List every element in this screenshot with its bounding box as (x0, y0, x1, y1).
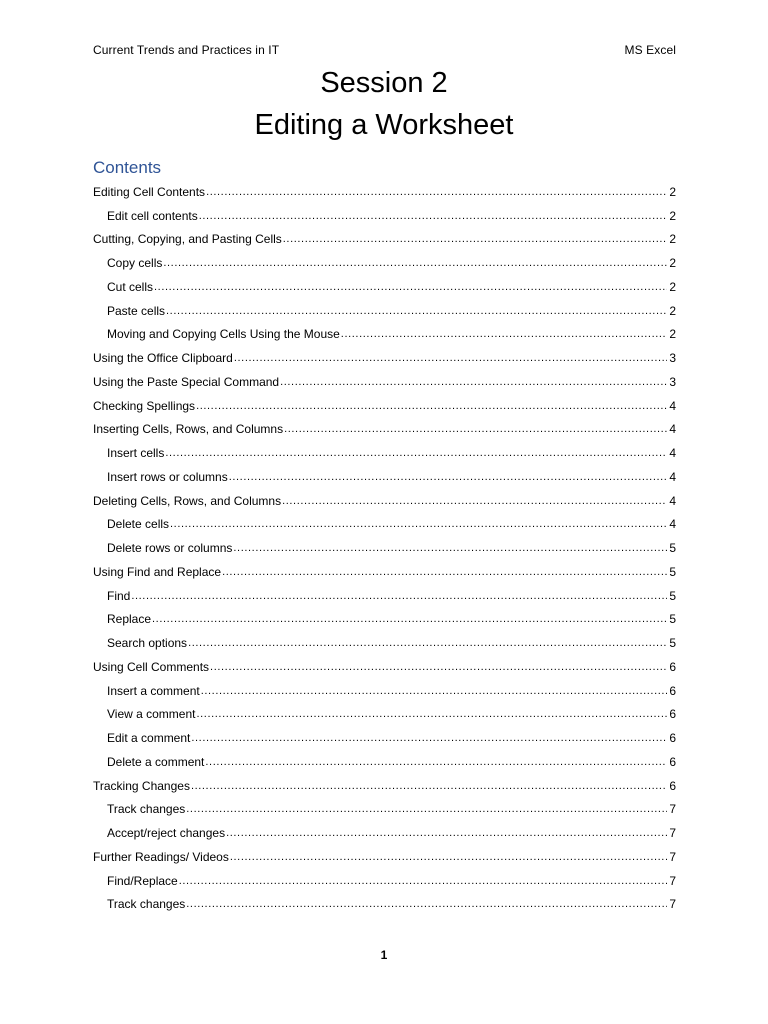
toc-entry-label: Accept/reject changes (107, 826, 226, 841)
toc-dot-leader (229, 470, 667, 484)
toc-subentry[interactable] (93, 465, 676, 489)
toc-dot-leader (282, 494, 667, 508)
toc-entry-label: Tracking Changes (93, 778, 190, 793)
toc-dot-leader (179, 874, 667, 888)
toc-entry-page: 6 (669, 778, 676, 793)
header-subject: MS Excel (624, 43, 676, 57)
toc-dot-leader (191, 731, 667, 745)
toc-entry-page: 6 (669, 659, 676, 674)
toc-entry[interactable] (93, 560, 676, 584)
toc-dot-leader (230, 850, 667, 864)
toc-entry-label: Track changes (107, 802, 186, 817)
toc-entry[interactable] (93, 774, 676, 798)
toc-entry-page: 2 (669, 327, 676, 342)
toc-subentry[interactable] (93, 679, 676, 703)
page-number: 1 (380, 948, 388, 962)
toc-dot-leader (222, 565, 667, 579)
toc-entry-page: 4 (669, 493, 676, 508)
toc-dot-leader (284, 422, 667, 436)
toc-subentry[interactable] (93, 750, 676, 774)
toc-entry-label: Paste cells (107, 303, 166, 318)
toc-dot-leader (196, 707, 667, 721)
toc-subentry[interactable] (93, 536, 676, 560)
toc-subentry[interactable] (93, 703, 676, 727)
toc-entry[interactable] (93, 370, 676, 394)
toc-dot-leader (341, 327, 667, 341)
toc-entry-label: Cut cells (107, 279, 154, 294)
toc-subentry[interactable] (93, 323, 676, 347)
toc-entry-label: Delete cells (107, 517, 170, 532)
toc-entry[interactable] (93, 228, 676, 252)
toc-entry[interactable] (93, 346, 676, 370)
toc-dot-leader (188, 636, 667, 650)
toc-entry[interactable] (93, 655, 676, 679)
toc-entry-label: Track changes (107, 897, 186, 912)
toc-entry-label: Edit cell contents (107, 208, 198, 223)
toc-entry[interactable] (93, 845, 676, 869)
toc-subentry[interactable] (93, 441, 676, 465)
table-of-contents (93, 180, 676, 916)
header-course-title: Current Trends and Practices in IT (93, 43, 280, 57)
toc-entry-label: Insert cells (107, 446, 165, 461)
toc-entry-label: Using the Paste Special Command (93, 374, 280, 389)
toc-entry-page: 7 (669, 849, 676, 864)
toc-dot-leader (233, 541, 667, 555)
toc-entry-label: View a comment (107, 707, 196, 722)
toc-entry-label: Cutting, Copying, and Pasting Cells (93, 232, 282, 247)
toc-entry-page: 7 (669, 802, 676, 817)
contents-heading: Contents (93, 158, 162, 177)
toc-entry-label: Insert a comment (107, 683, 200, 698)
toc-entry[interactable] (93, 180, 676, 204)
title-topic: Editing a Worksheet (254, 109, 514, 141)
toc-entry-label: Search options (107, 636, 188, 651)
toc-entry-page: 7 (669, 873, 676, 888)
toc-entry-label: Find (107, 588, 131, 603)
toc-entry-page: 2 (669, 208, 676, 223)
toc-subentry[interactable] (93, 584, 676, 608)
toc-entry-page: 3 (669, 374, 676, 389)
toc-entry-page: 6 (669, 707, 676, 722)
toc-entry-page: 5 (669, 588, 676, 603)
toc-entry-label: Editing Cell Contents (93, 184, 206, 199)
toc-entry-label: Edit a comment (107, 731, 191, 746)
toc-dot-leader (283, 232, 667, 246)
toc-entry-label: Insert rows or columns (107, 469, 228, 484)
toc-dot-leader (210, 660, 667, 674)
toc-entry-label: Using Cell Comments (93, 659, 210, 674)
document-title (0, 62, 768, 146)
toc-entry-page: 4 (669, 446, 676, 461)
toc-dot-leader (280, 375, 667, 389)
toc-dot-leader (199, 209, 667, 223)
toc-dot-leader (205, 755, 667, 769)
toc-subentry[interactable] (93, 631, 676, 655)
toc-entry-page: 2 (669, 232, 676, 247)
toc-subentry[interactable] (93, 726, 676, 750)
toc-dot-leader (191, 779, 667, 793)
toc-entry-page: 6 (669, 683, 676, 698)
toc-entry-label: Checking Spellings (93, 398, 196, 413)
toc-dot-leader (206, 185, 667, 199)
toc-entry[interactable] (93, 394, 676, 418)
toc-subentry[interactable] (93, 798, 676, 822)
toc-entry-page: 2 (669, 184, 676, 199)
toc-entry-label: Delete rows or columns (107, 541, 233, 556)
toc-dot-leader (131, 589, 667, 603)
toc-subentry[interactable] (93, 251, 676, 275)
toc-entry-page: 4 (669, 398, 676, 413)
toc-entry[interactable] (93, 489, 676, 513)
toc-dot-leader (186, 897, 667, 911)
toc-entry-page: 6 (669, 731, 676, 746)
toc-entry-page: 4 (669, 517, 676, 532)
toc-entry-label: Using Find and Replace (93, 564, 222, 579)
toc-subentry[interactable] (93, 204, 676, 228)
toc-subentry[interactable] (93, 821, 676, 845)
toc-dot-leader (196, 399, 667, 413)
toc-dot-leader (170, 517, 667, 531)
toc-entry-label: Delete a comment (107, 754, 205, 769)
toc-entry-page: 4 (669, 469, 676, 484)
toc-dot-leader (154, 280, 667, 294)
toc-entry-page: 2 (669, 256, 676, 271)
toc-entry-label: Replace (107, 612, 152, 627)
toc-entry-page: 4 (669, 422, 676, 437)
toc-dot-leader (166, 304, 667, 318)
toc-entry-label: Moving and Copying Cells Using the Mouse (107, 327, 340, 342)
toc-dot-leader (152, 612, 667, 626)
toc-subentry[interactable] (93, 608, 676, 632)
toc-dot-leader (201, 684, 667, 698)
toc-entry-label: Using the Office Clipboard (93, 351, 233, 366)
toc-subentry[interactable] (93, 513, 676, 537)
toc-dot-leader (163, 256, 667, 270)
toc-entry-label: Copy cells (107, 256, 163, 271)
toc-entry-page: 2 (669, 303, 676, 318)
toc-entry[interactable] (93, 418, 676, 442)
toc-dot-leader (186, 802, 667, 816)
title-session: Session 2 (320, 67, 448, 99)
toc-subentry[interactable] (93, 893, 676, 917)
toc-subentry[interactable] (93, 275, 676, 299)
toc-subentry[interactable] (93, 299, 676, 323)
toc-entry-label: Further Readings/ Videos (93, 849, 229, 864)
toc-entry-page: 2 (669, 279, 676, 294)
toc-entry-page: 7 (669, 897, 676, 912)
toc-entry-page: 5 (669, 612, 676, 627)
toc-dot-leader (234, 351, 667, 365)
toc-entry-label: Find/Replace (107, 873, 178, 888)
toc-entry-page: 3 (669, 351, 676, 366)
toc-entry-page: 7 (669, 826, 676, 841)
toc-entry-page: 5 (669, 564, 676, 579)
toc-entry-page: 5 (669, 541, 676, 556)
toc-entry-page: 6 (669, 754, 676, 769)
toc-dot-leader (226, 826, 667, 840)
toc-entry-label: Deleting Cells, Rows, and Columns (93, 493, 282, 508)
toc-entry-label: Inserting Cells, Rows, and Columns (93, 422, 284, 437)
page-header (93, 43, 676, 57)
toc-entry-page: 5 (669, 636, 676, 651)
toc-subentry[interactable] (93, 869, 676, 893)
toc-dot-leader (165, 446, 667, 460)
